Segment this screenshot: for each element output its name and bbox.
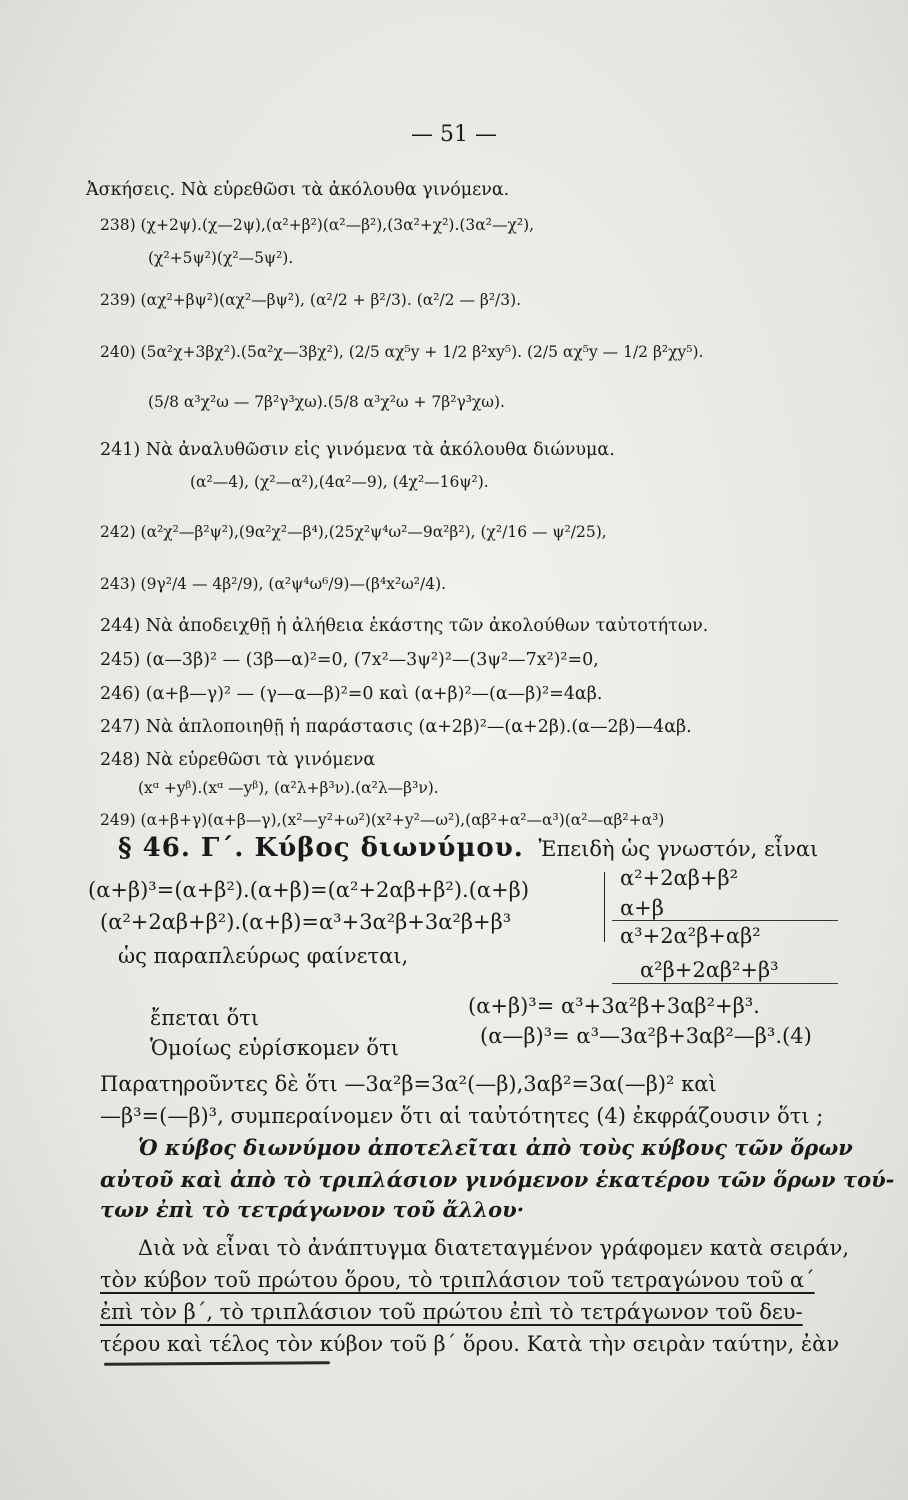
multiplication-bracket [604,872,605,942]
final-line: τέρου καὶ τέλος τὸν κύβον τοῦ β΄ ὅρου. Κατὰ τὴν σειρὰν ταύτην, ἐὰν [100,1332,840,1356]
final-line: Διὰ νὰ εἶναι τὸ ἀνάπτυγμα διατεταγμένον γράφομεν κατὰ σειράν, [138,1236,850,1260]
conclusion-formula: (α+β)³= α³+3α²β+3αβ²+β³. [468,994,760,1018]
derivation-line: (α+β)³=(α+β²).(α+β)=(α²+2αβ+β²).(α+β) [88,878,530,902]
conclusion-formula: (α—β)³= α³—3α²β+3αβ²—β³.(4) [480,1024,812,1048]
side-calc-line: α²β+2αβ²+β³ [640,958,779,982]
final-line: ἐπὶ τὸν β΄, τὸ τριπλάσιον τοῦ πρώτου ἐπὶ τὸ τετράγωνον τοῦ δευ- [100,1300,803,1324]
side-calc-line: α²+2αβ+β² [620,866,739,890]
side-calc-line: α³+2α²β+αβ² [620,924,761,948]
exercise-line: 248) Νὰ εὑρεθῶσι τὰ γινόμενα [100,750,376,770]
handwritten-underline [104,1361,330,1366]
remark-line: Παρατηροῦντες δὲ ὅτι —3α²β=3α²(—β),3αβ²=3α(—β)² καὶ [100,1072,717,1096]
rule-line: Ὁ κύβος διωνύμου ἀποτελεῖται ἀπὸ τοὺς κύβους τῶν ὅρων [138,1135,853,1160]
side-calc-rule [612,983,838,984]
side-calc-rule [612,920,838,921]
page-number: — 51 — [411,122,497,147]
final-line: τὸν κύβον τοῦ πρώτου ὅρου, τὸ τριπλάσιον τοῦ τετραγώνου τοῦ α΄ [100,1268,815,1292]
remark-line: —β³=(—β)³, συμπεραίνομεν ὅτι αἱ ταὐτότητες (4) ἐκφράζουσιν ὅτι ; [100,1104,824,1128]
exercise-line: 241) Νὰ ἀναλυθῶσιν εἰς γινόμενα τὰ ἀκόλουθα διώνυμα. [100,440,615,460]
section-heading-line [118,833,819,863]
exercise-line: (xᵅ +yᵝ).(xᵅ —yᵝ), (α²λ+β³ν).(α²λ—β³ν). [138,779,439,797]
conclusion-label: Ὁμοίως εὑρίσκομεν ὅτι [150,1036,399,1060]
exercise-line: 238) (χ+2ψ).(χ—2ψ),(α²+β²)(α²—β²),(3α²+χ²).(3α²—χ²), [100,216,535,234]
exercise-line: 244) Νὰ ἀποδειχθῇ ἡ ἀλήθεια ἑκάστης τῶν ἀκολούθων ταὐτοτήτων. [100,616,709,636]
exercise-line: (α²—4), (χ²—α²),(4α²—9), (4χ²—16ψ²). [190,473,489,491]
exercise-line: (χ²+5ψ²)(χ²—5ψ²). [148,249,294,267]
exercise-line: 245) (α—3β)² — (3β—α)²=0, (7x²—3ψ²)²—(3ψ²—7x²)²=0, [100,650,599,670]
rule-line: των ἐπὶ τὸ τετράγωνον τοῦ ἄλλου· [100,1197,525,1222]
exercise-line: (5/8 α³χ²ω — 7β²γ³χω).(5/8 α³χ²ω + 7β²γ³χω). [148,393,505,411]
exercise-line: 240) (5α²χ+3βχ²).(5α²χ—3βχ²), (2/5 αχ⁵y + 1/2 β²xy⁵). (2/5 αχ⁵y — 1/2 β²χy⁵). [100,343,704,361]
section-lead: Ἐπειδὴ ὡς γνωστόν, εἶναι [538,837,819,861]
exercises-intro: Ἀσκήσεις. Νὰ εὑρεθῶσι τὰ ἀκόλουθα γινόμενα. [86,180,510,200]
exercise-line: 239) (αχ²+βψ²)(αχ²—βψ²), (α²/2 + β²/3). (α²/2 — β²/3). [100,291,522,309]
exercise-line: 242) (α²χ²—β²ψ²),(9α²χ²—β⁴),(25χ²ψ⁴ω²—9α²β²), (χ²/16 — ψ²/25), [100,523,607,541]
side-calc-line: α+β [620,896,664,920]
section-heading: § 46. Γ΄. Κύβος διωνύμου. [118,833,524,863]
derivation-line: ὡς παραπλεύρως φαίνεται, [118,944,409,968]
rule-line: αὐτοῦ καὶ ἀπὸ τὸ τριπλάσιον γινόμενον ἑκατέρου τῶν ὅρων τού- [100,1167,895,1192]
conclusion-label: ἔπεται ὅτι [150,1006,260,1030]
exercise-line: 247) Νὰ ἁπλοποιηθῇ ἡ παράστασις (α+2β)²—(α+2β).(α—2β)—4αβ. [100,717,692,737]
exercise-line: 249) (α+β+γ)(α+β—γ),(x²—y²+ω²)(x²+y²—ω²),(αβ²+α²—α³)(α²—αβ²+α³) [100,811,665,829]
derivation-line: (α²+2αβ+β²).(α+β)=α³+3α²β+3α²β+β³ [100,910,512,934]
exercise-line: 246) (α+β—γ)² — (γ—α—β)²=0 καὶ (α+β)²—(α—β)²=4αβ. [100,684,603,704]
exercise-line: 243) (9γ²/4 — 4β²/9), (α²ψ⁴ω⁶/9)—(β⁴x²ω²/4). [100,575,447,593]
